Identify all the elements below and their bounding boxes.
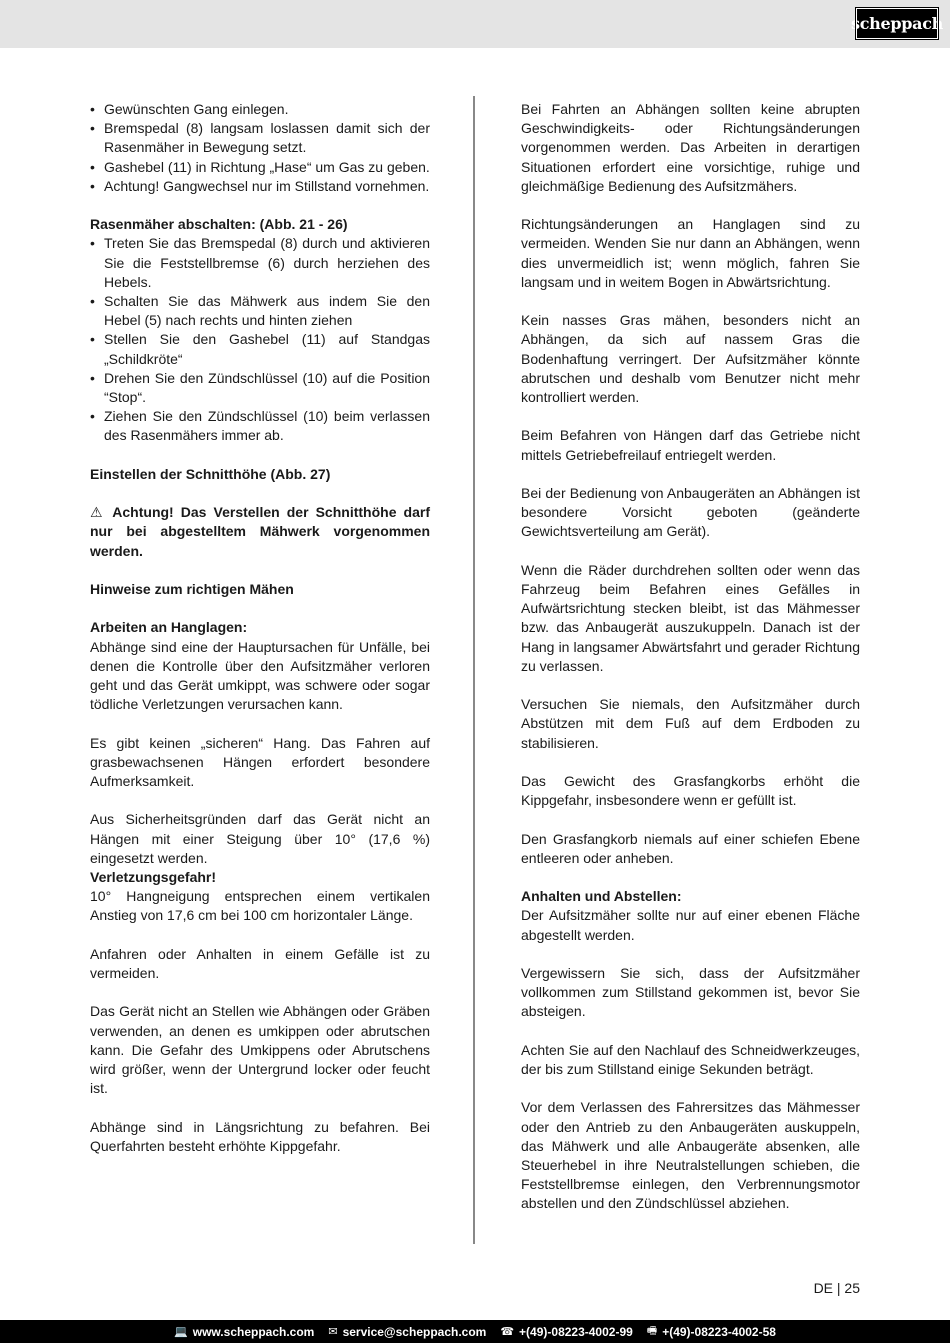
footer-fax-text: +(49)-08223-4002-58 [662, 1324, 776, 1339]
footer-bar [0, 1320, 950, 1343]
list-item: • Gashebel (11) in Richtung „Hase“ um Gas zu geben. [90, 158, 430, 177]
left-column [90, 100, 430, 1156]
warning-icon: ⚠ [90, 504, 106, 521]
paragraph: Anfahren oder Anhalten in einem Gefälle ist zu vermeiden. [90, 945, 430, 982]
shutdown-bullet-list [90, 234, 430, 445]
list-item: • Drehen Sie den Zündschlüssel (10) auf die Position “Stop“. [90, 369, 430, 407]
warning-text: Achtung! Das Verstellen der Schnitthöhe darf nur bei abgestelltem Mähwerk vorgenommen werden. [90, 504, 430, 559]
paragraph: Aus Sicherheitsgründen darf das Gerät nicht an Hängen mit einer Steigung über 10° (17,6 %) eingesetzt werden. [90, 811, 430, 866]
paragraph: Bei der Bedienung von Anbaugeräten an Abhängen ist besondere Vorsicht geboten (geänderte Gewichtsverteilung am Gerät). [521, 485, 860, 540]
phone-icon: ☎ [500, 1326, 515, 1338]
column-divider [473, 96, 475, 1244]
footer-mail[interactable] [328, 1325, 486, 1339]
paragraph: Richtungsänderungen an Hanglagen sind zu vermeiden. Wenden Sie nur dann an Abhängen, wenn dies unvermeidlich ist; wenn möglich, fahren Sie langsam und in weitem Bogen in Abwärtsrichtung. [521, 216, 860, 290]
intro-bullet-list [90, 100, 430, 196]
paragraph: Den Grasfangkorb niemals auf einer schiefen Ebene entleeren oder anheben. [521, 830, 860, 866]
slopes-heading: Arbeiten an Hanglagen: [90, 619, 248, 636]
footer-phone-text: +(49)-08223-4002-99 [519, 1324, 633, 1339]
cut-height-heading: Einstellen der Schnitthöhe (Abb. 27) [90, 465, 331, 482]
mowing-heading: Hinweise zum richtigen Mähen [90, 581, 294, 598]
paragraph: Der Aufsitzmäher sollte nur auf einer ebenen Fläche abgestellt werden. [521, 907, 860, 943]
computer-icon: 💻 [174, 1326, 188, 1338]
list-item: • Gewünschten Gang einlegen. [90, 100, 430, 119]
paragraph: Achten Sie auf den Nachlauf des Schneidwerkzeuges, der bis zum Stillstand einige Sekunden beträgt. [521, 1041, 860, 1077]
paragraph: Bei Fahrten an Abhängen sollten keine abrupten Geschwindigkeits- oder Richtungsänderungen vorgenommen werden. Das Arbeiten in derartigen Situationen erfordert eine vorsichtige, ruhige und gleichmäßige Bedienung des Aufsitzmähers. [521, 101, 860, 194]
list-item: • Bremspedal (8) langsam loslassen damit sich der Rasenmäher in Bewegung setzt. [90, 119, 430, 157]
stop-heading: Anhalten und Abstellen: [521, 888, 682, 905]
list-item: • Treten Sie das Bremspedal (8) durch und aktivieren Sie die Feststellbremse (6) durch herziehen des Hebels. [90, 234, 430, 292]
footer-web[interactable] [174, 1325, 314, 1339]
paragraph: Abhänge sind in Längsrichtung zu befahren. Bei Querfahrten besteht erhöhte Kippgefahr. [90, 1118, 430, 1154]
footer-mail-text: service@scheppach.com [342, 1324, 487, 1339]
right-column [521, 100, 860, 1214]
paragraph: Beim Befahren von Hängen darf das Getriebe nicht mittels Getriebefreilauf entriegelt werden. [521, 427, 860, 463]
paragraph: Wenn die Räder durchdrehen sollten oder wenn das Fahrzeug beim Befahren eines Gefälles in Aufwärtsrichtung stecken bleibt, ist das Mähmesser bzw. das Anbaugerät auszukuppeln. Danach ist der Hang in langsamer Abwärtsfahrt und gerader Richtung zu verlassen. [521, 561, 860, 674]
paragraph: 10° Hangneigung entsprechen einem vertikalen Anstieg von 17,6 cm bei 100 cm horizontaler Länge. [90, 888, 430, 924]
paragraph: Vergewissern Sie sich, dass der Aufsitzmäher vollkommen zum Stillstand gekommen ist, bevor Sie absteigen. [521, 964, 860, 1020]
shutdown-ref: : (Abb. 21 - 26) [251, 216, 348, 233]
paragraph: Das Gewicht des Grasfangkorbs erhöht die Kippgefahr, insbesondere wenn er gefüllt ist. [521, 773, 860, 809]
list-item: • Ziehen Sie den Zündschlüssel (10) beim verlassen des Rasenmähers immer ab. [90, 407, 430, 445]
list-item: • Stellen Sie den Gashebel (11) auf Standgas „Schildkröte“ [90, 330, 430, 368]
warning-paragraph [90, 503, 430, 561]
paragraph: Es gibt keinen „sicheren“ Hang. Das Fahren auf grasbewachsenen Hängen erfordert besondere Aufmerksamkeit. [90, 734, 430, 790]
fax-icon: 🖷 [646, 1325, 658, 1337]
footer-web-text: www.scheppach.com [192, 1324, 315, 1339]
page-number: DE | 25 [813, 1280, 860, 1296]
shutdown-heading: Rasenmäher abschalten [90, 216, 252, 233]
paragraph: Das Gerät nicht an Stellen wie Abhängen oder Gräben verwenden, an denen es umkippen oder abrutschen kann. Die Gefahr des Umkippens oder Abrutschens wird größer, wenn der Untergrund locker oder feucht ist. [90, 1003, 430, 1097]
injury-heading: Verletzungsgefahr! [90, 869, 217, 886]
paragraph: Versuchen Sie niemals, den Aufsitzmäher durch Abstützen mit dem Fuß auf dem Erdboden zu stabilisieren. [521, 696, 860, 751]
paragraph: Kein nasses Gras mähen, besonders nicht an Abhängen, da sich auf nassem Gras die Bodenhaftung verringert. Der Aufsitzmäher könnte abrutschen und deshalb vom Benutzer nicht mehr kontrolliert werden. [521, 312, 860, 406]
paragraph: Abhänge sind eine der Hauptursachen für Unfälle, bei denen die Kontrolle über den Aufsitzmäher verloren geht und das Gerät umkippt, was schwere oder sogar tödliche Verletzungen verursachen kann. [90, 638, 430, 713]
list-item: • Schalten Sie das Mähwerk aus indem Sie den Hebel (5) nach rechts und hinten ziehen [90, 292, 430, 330]
header-bar [0, 0, 950, 48]
list-item: • Achtung! Gangwechsel nur im Stillstand vornehmen. [90, 177, 430, 196]
paragraph: Vor dem Verlassen des Fahrersitzes das Mähmesser oder den Antrieb zu den Anbaugeräten auskuppeln, das Mähwerk und alle Anbaugeräte absenken, alle Steuerhebel in ihre Neutralstellungen schieben, die Feststellbremse einlegen, den Verbrennungsmotor abstellen und den Zündschlüssel abziehen. [521, 1099, 860, 1212]
scheppach-logo: scheppach [856, 8, 938, 39]
footer-fax [647, 1322, 776, 1341]
footer-phone [500, 1325, 632, 1339]
mail-icon: ✉ [328, 1326, 338, 1338]
shutdown-heading-line [90, 215, 430, 234]
